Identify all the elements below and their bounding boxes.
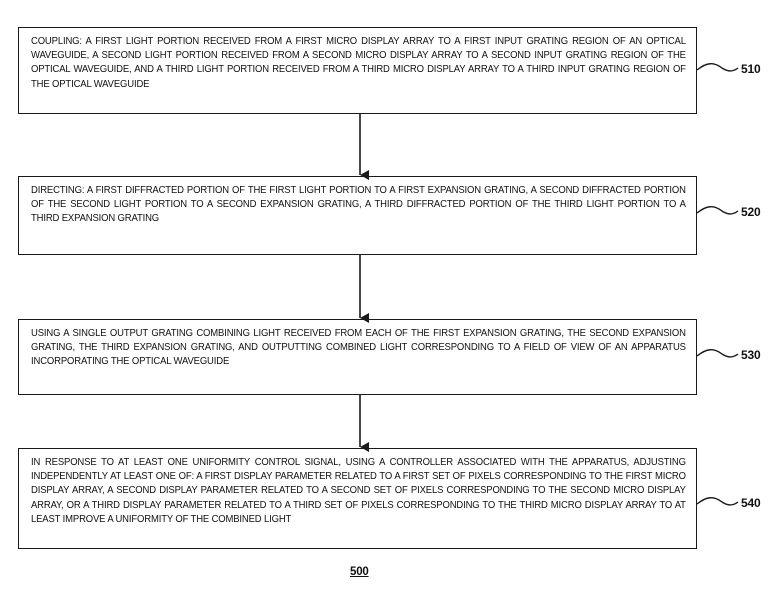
leader-line-540 [697,498,738,505]
step-box-540 [18,448,697,549]
leader-line-510 [697,64,738,71]
step-text-520: DIRECTING: A FIRST DIFFRACTED PORTION OF THE FIRST LIGHT PORTION TO A FIRST EXPANSION GRATING, A SECOND DIFFRACTED PORTION OF THE SECOND LIGHT PORTION TO A SECOND EXPANSION GRATING, A THIRD DIFFRACTED PORTION OF THE THIRD LIGHT PORTION TO A THIRD EXPANSION GRATING [31,185,686,225]
step-ref-520: 520 [741,205,761,219]
step-box-530 [18,319,697,395]
step-text-530: USING A SINGLE OUTPUT GRATING COMBINING LIGHT RECEIVED FROM EACH OF THE FIRST EXPANSION GRATING, THE SECOND EXPANSION GRATING, THE THIRD EXPANSION GRATING, AND OUTPUTTING COMBINED LIGHT CORRESPONDING TO A FIELD OF VIEW OF AN APPARATUS INCORPORATING THE OPTICAL WAVEGUIDE [31,328,686,368]
figure-number: 500 [350,566,369,578]
step-text-540: IN RESPONSE TO AT LEAST ONE UNIFORMITY CONTROL SIGNAL, USING A CONTROLLER ASSOCIATED WITH THE APPARATUS, ADJUSTING INDEPENDENTLY AT LEAST ONE OF: A FIRST DISPLAY PARAMETER RELATED TO A FIRST SET OF PIXELS CORRESPONDING TO THE FIRST MICRO DISPLAY ARRAY, A SECOND DISPLAY PARAMETER RELATED TO A SECOND SET OF PIXELS CORRESPONDING TO THE SECOND MICRO DISPLAY ARRAY, OR A THIRD DISPLAY PARAMETER RELATED TO A THIRD SET OF PIXELS CORRESPONDING TO THE THIRD MICRO DISPLAY ARRAY TO AT LEAST IMPROVE A UNIFORMITY OF THE COMBINED LIGHT [31,457,686,525]
leader-line-530 [697,350,738,357]
step-ref-530: 530 [741,348,761,362]
step-ref-540: 540 [741,496,761,510]
step-ref-510: 510 [741,62,761,76]
leader-line-520 [697,207,738,214]
step-box-520 [18,176,697,255]
step-box-510 [18,27,697,114]
step-text-510: COUPLING: A FIRST LIGHT PORTION RECEIVED FROM A FIRST MICRO DISPLAY ARRAY TO A FIRST INPUT GRATING REGION OF AN OPTICAL WAVEGUIDE, A SECOND LIGHT PORTION RECEIVED FROM A SECOND MICRO DISPLAY ARRAY TO A SECOND INPUT GRATING REGION OF THE OPTICAL WAVEGUIDE, AND A THIRD LIGHT PORTION RECEIVED FROM A THIRD MICRO DISPLAY ARRAY TO A THIRD INPUT GRATING REGION OF THE OPTICAL WAVEGUIDE [31,36,686,90]
